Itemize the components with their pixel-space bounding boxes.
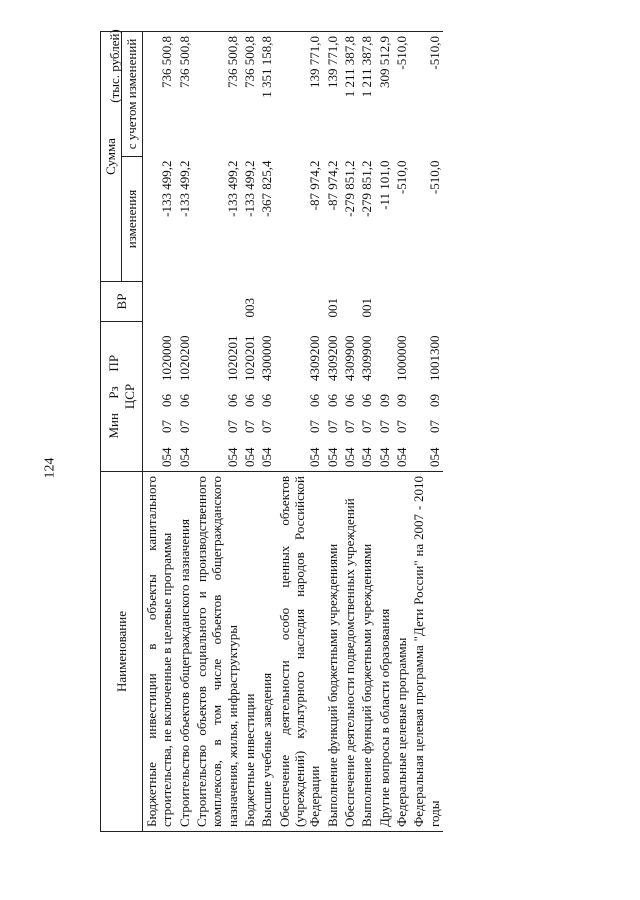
row-min: 054 <box>159 447 175 467</box>
row-change: -279 851,2 <box>341 160 357 217</box>
row-change: -279 851,2 <box>359 160 375 217</box>
table-row <box>276 32 324 832</box>
row-min: 054 <box>176 447 192 467</box>
row-rz: 07 <box>241 420 257 433</box>
row-codes <box>276 322 324 472</box>
row-csr: 4309200 <box>324 335 340 381</box>
row-total: 736 500,8 <box>143 32 176 157</box>
table-row <box>193 32 241 832</box>
row-pr: 06 <box>224 394 240 407</box>
row-rz: 07 <box>376 420 392 433</box>
row-min: 054 <box>307 447 323 467</box>
row-min: 054 <box>359 447 375 467</box>
row-vr <box>276 282 324 322</box>
row-codes <box>341 322 358 472</box>
row-vr: 003 <box>241 298 257 318</box>
header-min: Мин <box>105 413 121 439</box>
row-rz: 07 <box>426 420 442 433</box>
row-rz: 07 <box>324 420 340 433</box>
row-rz: 07 <box>259 420 275 433</box>
row-name: Высшие учебные заведения <box>258 472 275 832</box>
row-rz: 07 <box>359 420 375 433</box>
row-vr <box>341 282 358 322</box>
row-rz: 07 <box>159 420 175 433</box>
row-pr: 06 <box>176 394 192 407</box>
row-name: Другие вопросы в области образования <box>376 472 393 832</box>
row-change: -510,0 <box>393 160 409 195</box>
header-pr: ПР <box>105 354 121 372</box>
row-min: 054 <box>324 447 340 467</box>
row-codes <box>376 322 393 472</box>
row-name: Федеральная целевая программа "Дети России" на 2007 - 2010 годы <box>410 472 443 832</box>
row-rz: 07 <box>341 420 357 433</box>
table-row <box>143 32 176 832</box>
row-total: 736 500,8 <box>193 32 241 157</box>
row-csr: 1020000 <box>159 335 175 381</box>
row-rz: 07 <box>393 420 409 433</box>
row-name: Бюджетные инвестиции <box>241 472 258 832</box>
table-row <box>376 32 393 832</box>
header-changes: изменения <box>122 157 143 282</box>
table-row <box>324 32 341 832</box>
row-total: 139 771,0 <box>276 32 324 157</box>
row-vr <box>143 282 176 322</box>
header-codes <box>101 322 143 472</box>
row-pr: 06 <box>159 394 175 407</box>
row-codes <box>358 322 375 472</box>
row-total: 139 771,0 <box>324 32 341 157</box>
table-row <box>358 32 375 832</box>
page-number: 124 <box>42 457 58 479</box>
row-name: Строительство объектов социального и производственного комплексов, в том числе объектов общегражданского назначения, жилья, инфраструктуры <box>193 472 241 832</box>
row-pr: 06 <box>241 394 257 407</box>
row-pr: 06 <box>307 394 323 407</box>
row-total: 736 500,8 <box>176 32 193 157</box>
row-csr: 1020201 <box>224 335 240 381</box>
row-name: Федеральные целевые программы <box>393 472 410 832</box>
row-name: Выполнение функций бюджетными учреждениями <box>358 472 375 832</box>
row-change: -87 974,2 <box>324 160 340 211</box>
table-row <box>241 32 258 832</box>
row-csr: 1020200 <box>176 335 192 381</box>
budget-table <box>100 31 443 832</box>
row-change: -133 499,2 <box>224 160 240 217</box>
row-vr <box>393 282 410 322</box>
unit-note: (тыс. рублей) <box>106 29 122 103</box>
row-min: 054 <box>224 447 240 467</box>
table-row <box>410 32 443 832</box>
row-change: -133 499,2 <box>159 160 175 217</box>
row-min: 054 <box>426 447 442 467</box>
row-name: Бюджетные инвестиции в объекты капитального строительства, не включенные в целевые программы <box>143 472 176 832</box>
row-csr: 4309900 <box>341 335 357 381</box>
row-codes <box>176 322 193 472</box>
table-row <box>393 32 410 832</box>
row-csr: 1020201 <box>241 335 257 381</box>
table-row <box>176 32 193 832</box>
row-name: Обеспечение деятельности особо ценных объектов (учреждений) культурного наследия народов Российской Федерации <box>276 472 324 832</box>
table-body <box>143 32 443 832</box>
row-codes <box>410 322 443 472</box>
row-name: Обеспечение деятельности подведомственных учреждений <box>341 472 358 832</box>
row-pr: 06 <box>341 394 357 407</box>
row-change: -87 974,2 <box>307 160 323 211</box>
header-csr: ЦСР <box>121 383 137 410</box>
row-pr: 06 <box>359 394 375 407</box>
row-name: Выполнение функций бюджетными учреждениями <box>324 472 341 832</box>
row-codes <box>393 322 410 472</box>
row-pr: 06 <box>259 394 275 407</box>
row-csr: 4309200 <box>307 335 323 381</box>
row-vr <box>176 282 193 322</box>
row-total: 736 500,8 <box>241 32 258 157</box>
row-rz: 07 <box>307 420 323 433</box>
table-row <box>258 32 275 832</box>
row-vr: 001 <box>324 298 340 318</box>
row-pr: 09 <box>376 394 392 407</box>
row-csr: 4309900 <box>359 335 375 381</box>
row-pr: 09 <box>426 394 442 407</box>
row-total: 309 512,9 <box>376 32 393 157</box>
row-vr <box>410 282 443 322</box>
row-min: 054 <box>341 447 357 467</box>
row-codes <box>258 322 275 472</box>
table-row <box>341 32 358 832</box>
row-total: -510,0 <box>410 32 443 157</box>
row-rz: 07 <box>224 420 240 433</box>
row-codes <box>241 322 258 472</box>
row-csr: 1000000 <box>393 335 409 381</box>
row-csr: 4300000 <box>259 335 275 381</box>
row-min: 054 <box>376 447 392 467</box>
row-min: 054 <box>259 447 275 467</box>
row-codes <box>143 322 176 472</box>
row-total: 1 211 387,8 <box>341 32 358 157</box>
row-min: 054 <box>393 447 409 467</box>
row-change: -11 101,0 <box>376 160 392 210</box>
row-name: Строительство объектов общегражданского назначения <box>176 472 193 832</box>
row-vr <box>193 282 241 322</box>
row-total: -510,0 <box>393 32 410 157</box>
row-codes <box>193 322 241 472</box>
row-change: -133 499,2 <box>241 160 257 217</box>
budget-table-sheet <box>100 32 620 832</box>
row-min: 054 <box>241 447 257 467</box>
header-rz: Рз <box>105 386 121 399</box>
row-pr: 06 <box>324 394 340 407</box>
row-vr: 001 <box>359 298 375 318</box>
header-with-changes: с учетом изменений <box>122 32 143 157</box>
header-name: Наименование <box>101 472 143 832</box>
row-change: -133 499,2 <box>176 160 192 217</box>
header-sum: Сумма <box>101 32 122 282</box>
header-vr: ВР <box>101 282 143 322</box>
row-total: 1 351 158,8 <box>258 32 275 157</box>
row-vr <box>258 282 275 322</box>
row-change: -510,0 <box>426 160 442 195</box>
row-rz: 07 <box>176 420 192 433</box>
row-vr <box>376 282 393 322</box>
row-codes <box>324 322 341 472</box>
row-pr: 09 <box>393 394 409 407</box>
row-change: -367 825,4 <box>259 160 275 217</box>
row-total: 1 211 387,8 <box>358 32 375 157</box>
row-csr: 1001300 <box>426 335 442 381</box>
